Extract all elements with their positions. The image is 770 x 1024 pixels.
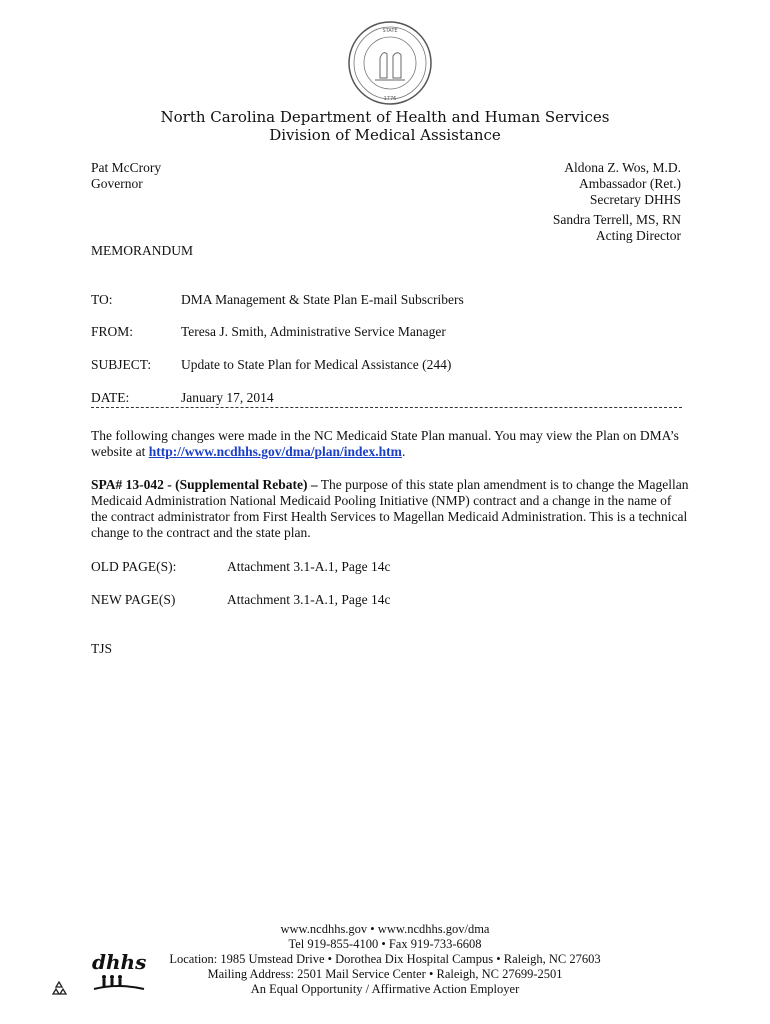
memorandum-heading: MEMORANDUM bbox=[91, 243, 194, 258]
secretary-name: Aldona Z. Wos, M.D. bbox=[564, 160, 681, 175]
new-pages-value: Attachment 3.1-A.1, Page 14c bbox=[227, 592, 391, 607]
date-label: DATE: bbox=[91, 390, 130, 405]
director-name: Sandra Terrell, MS, RN bbox=[552, 212, 681, 227]
spa-paragraph bbox=[91, 477, 691, 541]
svg-text:1776: 1776 bbox=[383, 96, 397, 102]
governor-block bbox=[91, 160, 161, 192]
governor-name: Pat McCrory bbox=[91, 160, 162, 175]
dhhs-logo bbox=[88, 945, 148, 995]
recycle-icon bbox=[50, 980, 68, 998]
department-heading: North Carolina Department of Health and Human Services bbox=[160, 108, 610, 126]
intro-paragraph bbox=[91, 428, 691, 460]
spa-text: The purpose of this state plan amendment is to change the Magellan Medicaid Administration National Medicaid Pooling Initiative (NMP) contract and a change in the name of the contract administrator from First Health Services to Magellan Medicaid Administration. This is a technical change to the contract and the state plan. bbox=[91, 477, 689, 540]
to-label: TO: bbox=[91, 292, 113, 307]
intro-text: The following changes were made in the NC Medicaid State Plan manual. You may view the Plan on DMA’s website at bbox=[91, 428, 679, 459]
date-value: January 17, 2014 bbox=[181, 390, 274, 405]
secretary-title2: Secretary DHHS bbox=[589, 192, 681, 207]
from-label: FROM: bbox=[91, 324, 134, 339]
intro-end: . bbox=[401, 444, 406, 459]
governor-title: Governor bbox=[91, 176, 143, 191]
svg-text:dhhs: dhhs bbox=[92, 950, 147, 974]
director-title: Acting Director bbox=[595, 228, 681, 243]
old-pages-value: Attachment 3.1-A.1, Page 14c bbox=[227, 559, 391, 574]
footer-phone: Tel 919-855-4100 • Fax 919-733-6608 bbox=[288, 937, 482, 951]
subject-value: Update to State Plan for Medical Assistance (244) bbox=[181, 357, 452, 372]
division-heading: Division of Medical Assistance bbox=[269, 126, 501, 144]
footer-location: Location: 1985 Umstead Drive • Dorothea Dix Hospital Campus • Raleigh, NC 27603 bbox=[169, 952, 601, 966]
initials: TJS bbox=[91, 641, 113, 656]
from-value: Teresa J. Smith, Administrative Service Manager bbox=[181, 324, 446, 339]
footer-mailing: Mailing Address: 2501 Mail Service Center • Raleigh, NC 27699-2501 bbox=[207, 967, 563, 981]
spa-title: SPA# 13-042 - (Supplemental Rebate) – bbox=[91, 477, 318, 492]
state-seal-logo bbox=[347, 20, 433, 106]
old-pages-label: OLD PAGE(S): bbox=[91, 559, 177, 574]
secretary-title1: Ambassador (Ret.) bbox=[579, 176, 681, 191]
director-block bbox=[553, 212, 681, 244]
secretary-block bbox=[564, 160, 681, 208]
footer-eoe: An Equal Opportunity / Affirmative Action Employer bbox=[250, 982, 520, 996]
subject-label: SUBJECT: bbox=[91, 357, 152, 372]
footer-web: www.ncdhhs.gov • www.ncdhhs.gov/dma bbox=[280, 922, 490, 936]
plan-link[interactable]: http://www.ncdhhs.gov/dma/plan/index.htm bbox=[148, 444, 402, 459]
separator-dashed-line bbox=[91, 407, 682, 408]
new-pages-label: NEW PAGE(S) bbox=[91, 592, 176, 607]
to-value: DMA Management & State Plan E-mail Subscribers bbox=[181, 292, 464, 307]
svg-text:STATE: STATE bbox=[382, 28, 398, 34]
